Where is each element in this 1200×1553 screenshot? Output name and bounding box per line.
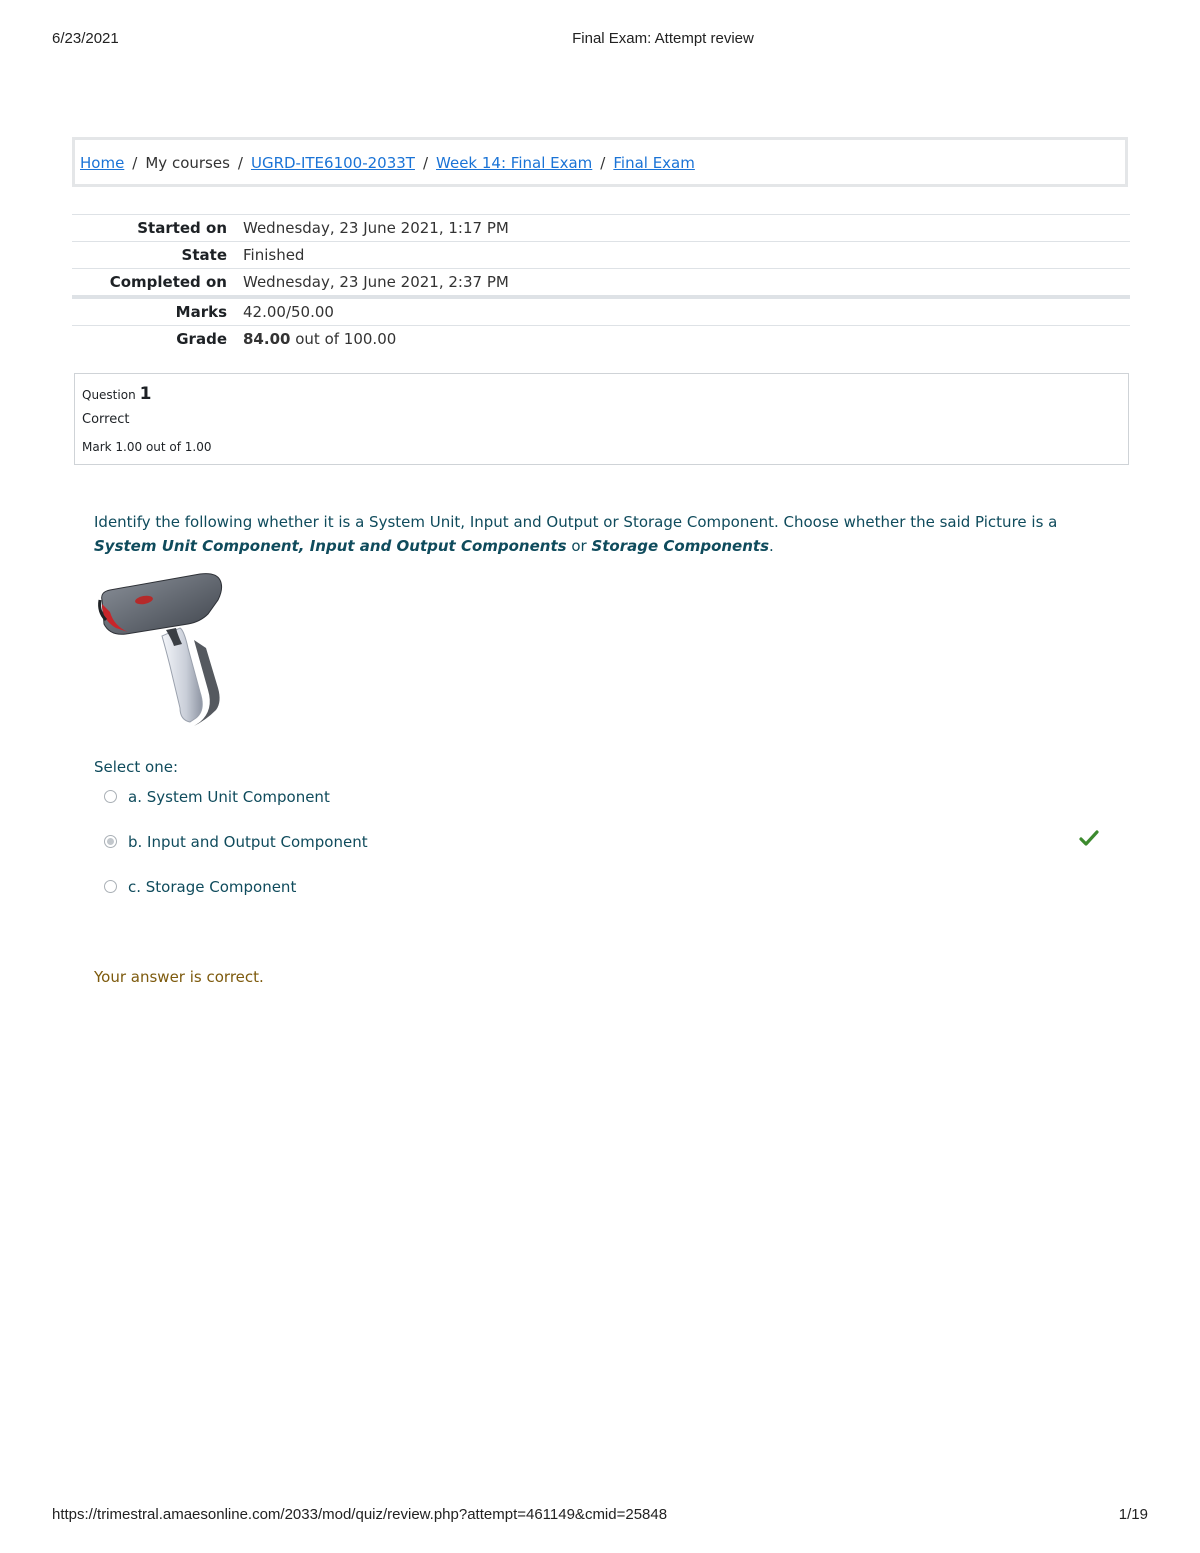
question-number-value: 1 — [139, 384, 152, 404]
marks-label: Marks — [72, 297, 243, 326]
print-header — [0, 30, 1200, 50]
summary-row-marks — [72, 297, 1130, 326]
summary-row-started — [72, 215, 1130, 242]
breadcrumb — [72, 137, 1128, 187]
breadcrumb-separator: / — [237, 154, 243, 172]
breadcrumb-quiz-link[interactable]: Final Exam — [613, 154, 695, 172]
correct-check-icon — [1079, 829, 1099, 849]
print-title: Final Exam: Attempt review — [572, 30, 754, 47]
answer-feedback: Your answer is correct. — [94, 968, 264, 986]
marks-value: 42.00/50.00 — [243, 297, 1130, 326]
breadcrumb-week-link[interactable]: Week 14: Final Exam — [436, 154, 593, 172]
breadcrumb-my-courses: My courses — [145, 154, 230, 172]
attempt-summary-table — [72, 214, 1130, 352]
started-on-label: Started on — [72, 215, 243, 242]
question-text-part: . — [769, 537, 774, 555]
option-label: c. Storage Component — [128, 878, 297, 896]
completed-on-value: Wednesday, 23 June 2021, 2:37 PM — [243, 269, 1130, 298]
breadcrumb-separator: / — [422, 154, 429, 172]
question-text-emphasis: System Unit Component, Input and Output Components — [94, 537, 567, 555]
completed-on-label: Completed on — [72, 269, 243, 298]
print-date: 6/23/2021 — [52, 30, 119, 47]
breadcrumb-home-link[interactable]: Home — [80, 154, 125, 172]
select-one-label: Select one: — [94, 758, 179, 776]
print-footer — [0, 1506, 1200, 1526]
question-text-part: or — [566, 537, 592, 555]
breadcrumb-separator: / — [132, 154, 138, 172]
breadcrumb-separator: / — [600, 154, 606, 172]
grade-value-cell — [243, 326, 1130, 353]
print-page-number: 1/19 — [1118, 1506, 1148, 1523]
state-value: Finished — [243, 242, 1130, 269]
radio-button-selected[interactable] — [104, 835, 117, 848]
summary-row-state — [72, 242, 1130, 269]
grade-suffix: out of 100.00 — [295, 330, 397, 348]
state-label: State — [72, 242, 243, 269]
question-label: Question — [82, 388, 136, 402]
breadcrumb-course-link[interactable]: UGRD-ITE6100-2033T — [250, 154, 415, 172]
option-label: a. System Unit Component — [128, 788, 330, 806]
question-text — [94, 510, 1114, 558]
option-label: b. Input and Output Component — [128, 833, 368, 851]
question-state: Correct — [82, 412, 130, 427]
radio-button[interactable] — [104, 880, 117, 893]
grade-label: Grade — [72, 326, 243, 353]
grade-value: 84.00 — [243, 330, 291, 348]
barcode-scanner-icon — [96, 570, 248, 728]
question-mark: Mark 1.00 out of 1.00 — [82, 440, 212, 454]
question-text-part: Identify the following whether it is a System Unit, Input and Output or Storage Component. Choose whether the said Picture is a — [94, 513, 1058, 531]
question-text-emphasis: Storage Components — [591, 537, 769, 555]
summary-row-grade — [72, 326, 1130, 353]
started-on-value: Wednesday, 23 June 2021, 1:17 PM — [243, 215, 1130, 242]
radio-button[interactable] — [104, 790, 117, 803]
print-url: https://trimestral.amaesonline.com/2033/mod/quiz/review.php?attempt=461149&cmid=25848 — [52, 1506, 668, 1523]
summary-row-completed — [72, 269, 1130, 298]
question-info-box — [74, 373, 1129, 465]
question-number — [82, 384, 152, 404]
